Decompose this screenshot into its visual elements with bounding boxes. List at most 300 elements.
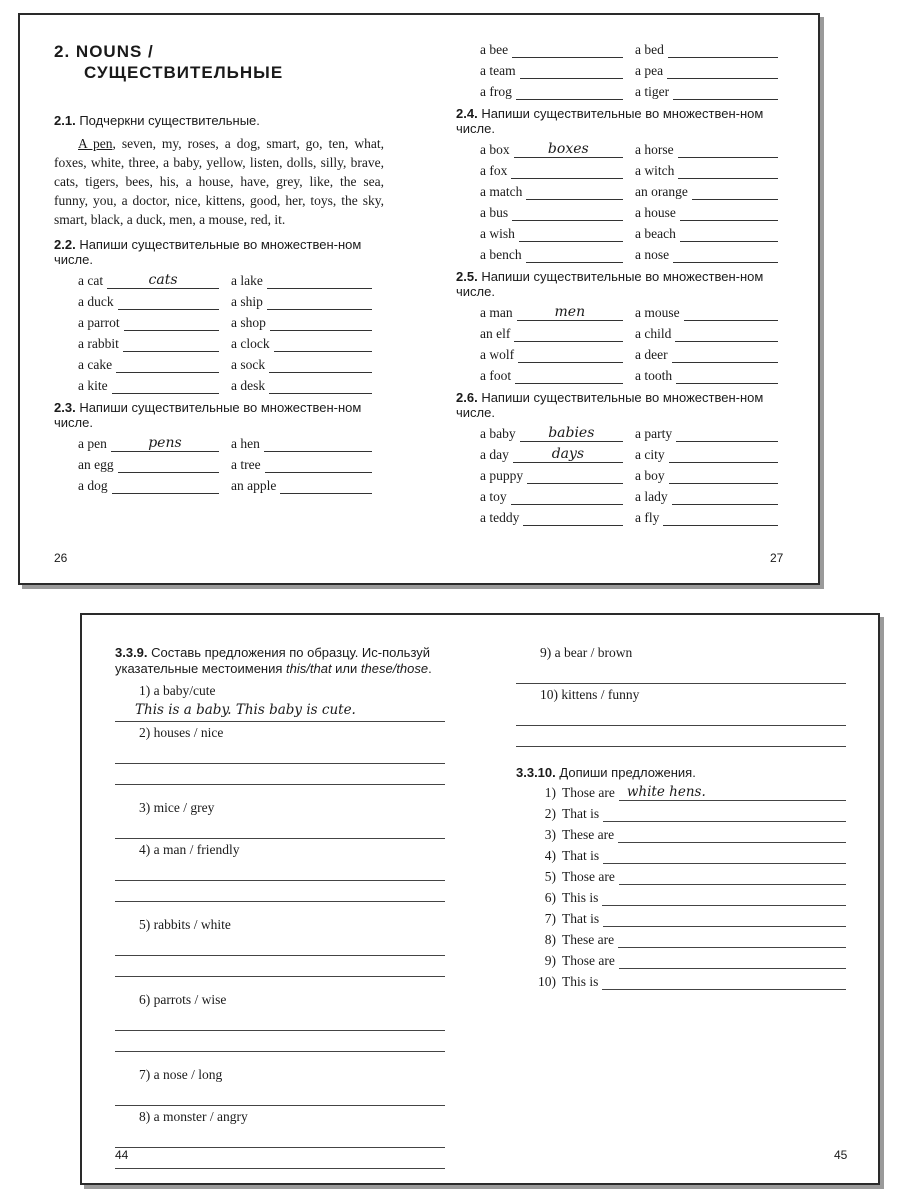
plural-answer-line[interactable] — [516, 84, 623, 100]
word-cell — [480, 84, 635, 100]
task-2-2-heading — [54, 237, 384, 267]
sentence-start: These are — [562, 932, 615, 947]
workbook-spread-pages-26-27 — [18, 13, 820, 585]
sentence-row — [516, 843, 846, 864]
word-cell — [635, 368, 790, 384]
sentence-number: 9) — [544, 953, 556, 968]
answer-line[interactable] — [516, 663, 846, 684]
plural-answer-line[interactable] — [123, 336, 219, 352]
plural-answer-line[interactable] — [692, 184, 778, 200]
page-26 — [54, 41, 384, 494]
task-instruction: или — [331, 661, 361, 676]
answer-line[interactable] — [115, 1148, 445, 1169]
word-row — [78, 268, 384, 289]
sentence-row — [516, 780, 846, 801]
plural-answer-line[interactable] — [663, 510, 778, 526]
word-cell — [231, 357, 384, 373]
exercise-item-9 — [516, 643, 846, 684]
plural-answer-line[interactable] — [112, 378, 219, 394]
sentence-number: 10) — [538, 974, 556, 989]
word-cell — [78, 336, 231, 352]
handwritten-answer: This is a baby. This baby is cute. — [135, 702, 356, 718]
sentence-start: That is — [562, 848, 600, 863]
plural-answer-line[interactable]: men — [517, 305, 623, 321]
word-cell — [78, 478, 231, 494]
singular-noun: a sock — [231, 357, 266, 372]
answer-line[interactable] — [115, 743, 445, 764]
task-instruction: Допиши предложения. — [559, 765, 696, 780]
plural-answer-line[interactable] — [678, 163, 778, 179]
singular-noun: a boy — [635, 468, 665, 483]
plural-answer-line[interactable] — [684, 305, 778, 321]
sentence-row — [516, 927, 846, 948]
singular-noun: a tree — [231, 457, 261, 472]
task-2-3-continued-grid — [456, 37, 790, 100]
sentence-answer-line[interactable] — [602, 890, 846, 906]
singular-noun: a fox — [480, 163, 508, 178]
plural-answer-line[interactable] — [267, 273, 372, 289]
task-2-4-heading — [456, 106, 790, 136]
sentence-answer-line[interactable] — [618, 932, 846, 948]
word-row — [78, 289, 384, 310]
answer-line[interactable] — [115, 881, 445, 902]
chapter-heading — [54, 41, 384, 83]
singular-noun: an orange — [635, 184, 688, 199]
word-row — [480, 221, 790, 242]
singular-noun: a duck — [78, 294, 114, 309]
sentence-answer-line[interactable] — [602, 974, 846, 990]
chapter-title-en: NOUNS / — [75, 42, 154, 61]
word-row — [480, 242, 790, 263]
word-row — [78, 473, 384, 494]
word-cell — [480, 426, 635, 442]
word-row — [480, 421, 790, 442]
word-cell — [635, 142, 790, 158]
singular-noun: a pea — [635, 63, 664, 78]
task-number: 2.6. — [456, 390, 478, 405]
word-cell — [78, 315, 231, 331]
sentence-answer-line[interactable] — [603, 848, 846, 864]
plural-answer-line[interactable] — [672, 347, 778, 363]
plural-answer-line[interactable]: babies — [520, 426, 623, 442]
plural-answer-line[interactable] — [668, 42, 778, 58]
sentence-row — [516, 969, 846, 990]
sentence-row — [516, 801, 846, 822]
task-instruction-emphasis: this/that — [286, 661, 332, 676]
item-prompt: 5) rabbits / white — [139, 917, 231, 932]
word-cell — [635, 326, 790, 342]
singular-noun: a toy — [480, 489, 507, 504]
sentence-answer-line[interactable] — [618, 827, 846, 843]
sentence-start: This is — [562, 974, 599, 989]
word-row — [480, 179, 790, 200]
word-cell — [480, 368, 635, 384]
page-number-left: 26 — [54, 551, 68, 565]
word-row — [480, 484, 790, 505]
plural-answer-line[interactable] — [676, 368, 778, 384]
singular-noun: a child — [635, 326, 672, 341]
sentence-answer-line[interactable] — [619, 953, 846, 969]
plural-answer-line[interactable] — [514, 326, 623, 342]
plural-answer-line[interactable] — [124, 315, 219, 331]
word-cell — [635, 468, 790, 484]
plural-answer-line[interactable] — [680, 226, 778, 242]
sentence-start: Those are — [562, 785, 615, 800]
word-cell — [480, 326, 635, 342]
plural-answer-line[interactable]: boxes — [514, 142, 623, 158]
task-number: 2.1. — [54, 113, 76, 128]
word-row — [480, 300, 790, 321]
plural-answer-line[interactable] — [680, 205, 778, 221]
answer-line[interactable] — [115, 818, 445, 839]
answer-line[interactable] — [115, 1127, 445, 1148]
item-prompt: 4) a man / friendly — [139, 842, 240, 857]
plural-answer-line[interactable] — [270, 315, 372, 331]
singular-noun: a parrot — [78, 315, 120, 330]
word-row — [480, 463, 790, 484]
singular-noun: an elf — [480, 326, 511, 341]
item-prompt: 9) a bear / brown — [540, 645, 633, 660]
singular-noun: a nose — [635, 247, 670, 262]
item-prompt: 6) parrots / wise — [139, 992, 227, 1007]
plural-answer-line[interactable] — [676, 426, 778, 442]
word-cell — [78, 357, 231, 373]
plural-answer-line[interactable] — [512, 205, 623, 221]
word-cell — [480, 163, 635, 179]
chapter-number: 2. — [54, 42, 71, 61]
exercise-item-6 — [115, 990, 445, 1052]
task-number: 3.3.9. — [115, 645, 148, 660]
sentence-start: That is — [562, 911, 600, 926]
sentence-row — [516, 948, 846, 969]
task-instruction: Составь предложения по образцу. Ис-пользуй указательные местоимения — [115, 645, 431, 676]
plural-answer-line[interactable] — [515, 368, 623, 384]
singular-noun: a lady — [635, 489, 668, 504]
plural-answer-line[interactable] — [269, 378, 372, 394]
sentence-completion-list — [516, 780, 846, 990]
plural-answer-line[interactable] — [673, 247, 778, 263]
workbook-spread-pages-44-45 — [80, 613, 880, 1185]
singular-noun: a beach — [635, 226, 676, 241]
singular-noun: a wish — [480, 226, 515, 241]
task-2-6-heading — [456, 390, 790, 420]
task-3-3-9-heading — [115, 645, 445, 677]
plural-answer-line[interactable] — [672, 489, 778, 505]
singular-noun: a kite — [78, 378, 108, 393]
item-prompt: 2) houses / nice — [139, 725, 224, 740]
sentence-number: 3) — [544, 827, 556, 842]
sentence-answer-line[interactable]: white hens. — [619, 785, 846, 801]
answer-line[interactable] — [115, 956, 445, 977]
word-cell — [480, 468, 635, 484]
word-cell — [480, 184, 635, 200]
sentence-start: Those are — [562, 869, 615, 884]
plural-answer-line[interactable] — [520, 63, 623, 79]
page-44 — [115, 645, 445, 1169]
page-45 — [516, 643, 846, 990]
word-cell — [78, 273, 231, 289]
singular-noun: a city — [635, 447, 665, 462]
plural-answer-line[interactable] — [673, 84, 778, 100]
task-2-5-grid — [456, 300, 790, 384]
plural-answer-line[interactable] — [667, 63, 778, 79]
word-cell — [480, 205, 635, 221]
sentence-row — [516, 864, 846, 885]
word-cell — [78, 378, 231, 394]
sentence-number: 1) — [544, 785, 556, 800]
word-row — [78, 352, 384, 373]
answer-line[interactable] — [115, 935, 445, 956]
singular-noun: a bench — [480, 247, 522, 262]
word-cell — [231, 273, 384, 289]
sentence-number: 8) — [544, 932, 556, 947]
singular-noun: a mouse — [635, 305, 680, 320]
word-cell — [635, 226, 790, 242]
plural-answer-line[interactable] — [512, 42, 623, 58]
exercise-item-3 — [115, 798, 445, 839]
word-cell — [635, 426, 790, 442]
word-cell — [480, 489, 635, 505]
page-number-left: 44 — [115, 1148, 129, 1162]
word-row — [480, 342, 790, 363]
word-cell — [480, 447, 635, 463]
page-number-right: 45 — [834, 1148, 848, 1162]
plural-answer-line[interactable] — [518, 347, 623, 363]
word-cell — [231, 457, 384, 473]
task-2-3-grid — [54, 431, 384, 494]
plural-answer-line[interactable] — [280, 478, 372, 494]
word-cell — [635, 305, 790, 321]
answer-line[interactable] — [115, 860, 445, 881]
word-cell — [635, 184, 790, 200]
singular-noun: a teddy — [480, 510, 520, 525]
task-number: 2.2. — [54, 237, 76, 252]
answer-line[interactable] — [115, 1085, 445, 1106]
plural-answer-line[interactable] — [265, 457, 372, 473]
sentence-number: 5) — [544, 869, 556, 884]
word-cell — [480, 347, 635, 363]
answer-line[interactable] — [115, 764, 445, 785]
plural-answer-line[interactable] — [523, 510, 623, 526]
answer-line[interactable] — [115, 1031, 445, 1052]
word-cell — [231, 478, 384, 494]
task-number: 2.4. — [456, 106, 478, 121]
word-cell — [480, 226, 635, 242]
plural-answer-line[interactable] — [527, 468, 623, 484]
plural-answer-line[interactable] — [112, 478, 219, 494]
word-cell — [635, 63, 790, 79]
word-cell — [231, 436, 384, 452]
answer-line[interactable] — [115, 701, 445, 722]
item-prompt: 1) a baby/cute — [139, 683, 216, 698]
singular-noun: a foot — [480, 368, 512, 383]
plural-answer-line[interactable] — [511, 489, 623, 505]
task-instruction: Напиши существительные во множествен-ном числе. — [456, 106, 764, 136]
word-cell — [635, 42, 790, 58]
sentence-answer-line[interactable] — [619, 869, 846, 885]
task-instruction: . — [428, 661, 432, 676]
word-cell — [480, 142, 635, 158]
plural-answer-line[interactable] — [669, 468, 778, 484]
singular-noun: a bus — [480, 205, 509, 220]
word-cell — [635, 163, 790, 179]
exercise-item-2 — [115, 723, 445, 785]
answer-line[interactable] — [516, 726, 846, 747]
singular-noun: a match — [480, 184, 523, 199]
plural-answer-line[interactable] — [274, 336, 372, 352]
plural-answer-line[interactable] — [269, 357, 372, 373]
plural-answer-line[interactable] — [678, 142, 778, 158]
singular-noun: a witch — [635, 163, 675, 178]
word-cell — [78, 294, 231, 310]
word-cell — [635, 84, 790, 100]
singular-noun: a tooth — [635, 368, 673, 383]
answer-line[interactable] — [115, 1010, 445, 1031]
singular-noun: a fly — [635, 510, 660, 525]
word-row — [480, 58, 790, 79]
sentence-start: Those are — [562, 953, 615, 968]
word-row — [480, 505, 790, 526]
word-row — [480, 158, 790, 179]
word-row — [480, 37, 790, 58]
sentence-row — [516, 822, 846, 843]
singular-noun: a team — [480, 63, 516, 78]
singular-noun: a box — [480, 142, 510, 157]
singular-noun: a ship — [231, 294, 263, 309]
word-cell — [231, 378, 384, 394]
item-prompt: 7) a nose / long — [139, 1067, 223, 1082]
word-cell — [635, 247, 790, 263]
sentence-start: This is — [562, 890, 599, 905]
plural-answer-line[interactable] — [675, 326, 778, 342]
exercise-item-4 — [115, 840, 445, 902]
singular-noun: a baby — [480, 426, 516, 441]
item-prompt: 10) kittens / funny — [540, 687, 640, 702]
task-2-1-heading — [54, 113, 384, 128]
sentence-number: 4) — [544, 848, 556, 863]
sentence-number: 7) — [544, 911, 556, 926]
singular-noun: a clock — [231, 336, 270, 351]
word-row — [78, 431, 384, 452]
task-3-3-10-heading — [516, 765, 846, 780]
plural-answer-line[interactable] — [118, 457, 219, 473]
singular-noun: a lake — [231, 273, 263, 288]
task-instruction: Подчеркни существительные. — [79, 113, 260, 128]
plural-answer-line[interactable]: days — [513, 447, 623, 463]
chapter-title-ru: СУЩЕСТВИТЕЛЬНЫЕ — [84, 63, 284, 82]
plural-answer-line[interactable]: pens — [111, 436, 219, 452]
singular-noun: a day — [480, 447, 509, 462]
plural-answer-line[interactable] — [519, 226, 623, 242]
task-instruction: Напиши существительные во множествен-ном числе. — [456, 269, 764, 299]
word-cell — [78, 436, 231, 452]
singular-noun: an apple — [231, 478, 277, 493]
page-27 — [456, 41, 790, 526]
word-row — [480, 79, 790, 100]
plural-answer-line[interactable] — [526, 184, 623, 200]
word-cell — [231, 336, 384, 352]
singular-noun: a cake — [78, 357, 113, 372]
item-prompt: 8) a monster / angry — [139, 1109, 248, 1124]
task-number: 2.3. — [54, 400, 76, 415]
plural-answer-line[interactable] — [267, 294, 372, 310]
singular-noun: an egg — [78, 457, 114, 472]
task-2-3-heading — [54, 400, 384, 430]
word-row — [480, 137, 790, 158]
exercise-item-10 — [516, 685, 846, 747]
word-cell — [635, 447, 790, 463]
task-2-2-grid — [54, 268, 384, 394]
singular-noun: a party — [635, 426, 673, 441]
plural-answer-line[interactable] — [511, 163, 623, 179]
plural-answer-line[interactable] — [669, 447, 778, 463]
singular-noun: a wolf — [480, 347, 515, 362]
sentence-start: That is — [562, 806, 600, 821]
word-row — [78, 373, 384, 394]
word-cell — [635, 347, 790, 363]
word-cell — [480, 63, 635, 79]
word-row — [480, 363, 790, 384]
task-number: 2.5. — [456, 269, 478, 284]
task-instruction: Напиши существительные во множествен-ном числе. — [54, 237, 362, 267]
word-cell — [635, 205, 790, 221]
task-instruction: Напиши существительные во множествен-ном числе. — [456, 390, 764, 420]
singular-noun: a deer — [635, 347, 668, 362]
answer-line[interactable] — [516, 705, 846, 726]
word-cell — [635, 489, 790, 505]
singular-noun: a desk — [231, 378, 266, 393]
task-instruction-emphasis: these/those — [360, 661, 429, 676]
word-cell — [231, 315, 384, 331]
word-row — [480, 442, 790, 463]
word-cell — [480, 42, 635, 58]
plural-answer-line[interactable] — [118, 294, 219, 310]
word-row — [480, 200, 790, 221]
task-number: 3.3.10. — [516, 765, 556, 780]
plural-answer-line[interactable] — [526, 247, 623, 263]
singular-noun: a bee — [480, 42, 509, 57]
task-2-6-grid — [456, 421, 790, 526]
plural-answer-line[interactable] — [116, 357, 219, 373]
word-cell — [231, 294, 384, 310]
word-cell — [78, 457, 231, 473]
task-instruction: Напиши существительные во множествен-ном числе. — [54, 400, 362, 430]
sentence-row — [516, 906, 846, 927]
singular-noun: a horse — [635, 142, 674, 157]
plural-answer-line[interactable]: cats — [107, 273, 219, 289]
singular-noun: a pen — [78, 436, 107, 451]
word-cell — [480, 305, 635, 321]
task-2-1-word-list — [54, 134, 384, 229]
plural-answer-line[interactable] — [264, 436, 372, 452]
singular-noun: a hen — [231, 436, 260, 451]
item-prompt: 3) mice / grey — [139, 800, 215, 815]
word-cell — [480, 510, 635, 526]
sentence-answer-line[interactable] — [603, 911, 846, 927]
singular-noun: a dog — [78, 478, 108, 493]
word-row — [78, 331, 384, 352]
singular-noun: a man — [480, 305, 513, 320]
sentence-answer-line[interactable] — [603, 806, 846, 822]
task-2-5-heading — [456, 269, 790, 299]
singular-noun: a frog — [480, 84, 512, 99]
singular-noun: a puppy — [480, 468, 524, 483]
singular-noun: a rabbit — [78, 336, 119, 351]
word-row — [480, 321, 790, 342]
singular-noun: a house — [635, 205, 676, 220]
singular-noun: a cat — [78, 273, 104, 288]
word-cell — [635, 510, 790, 526]
